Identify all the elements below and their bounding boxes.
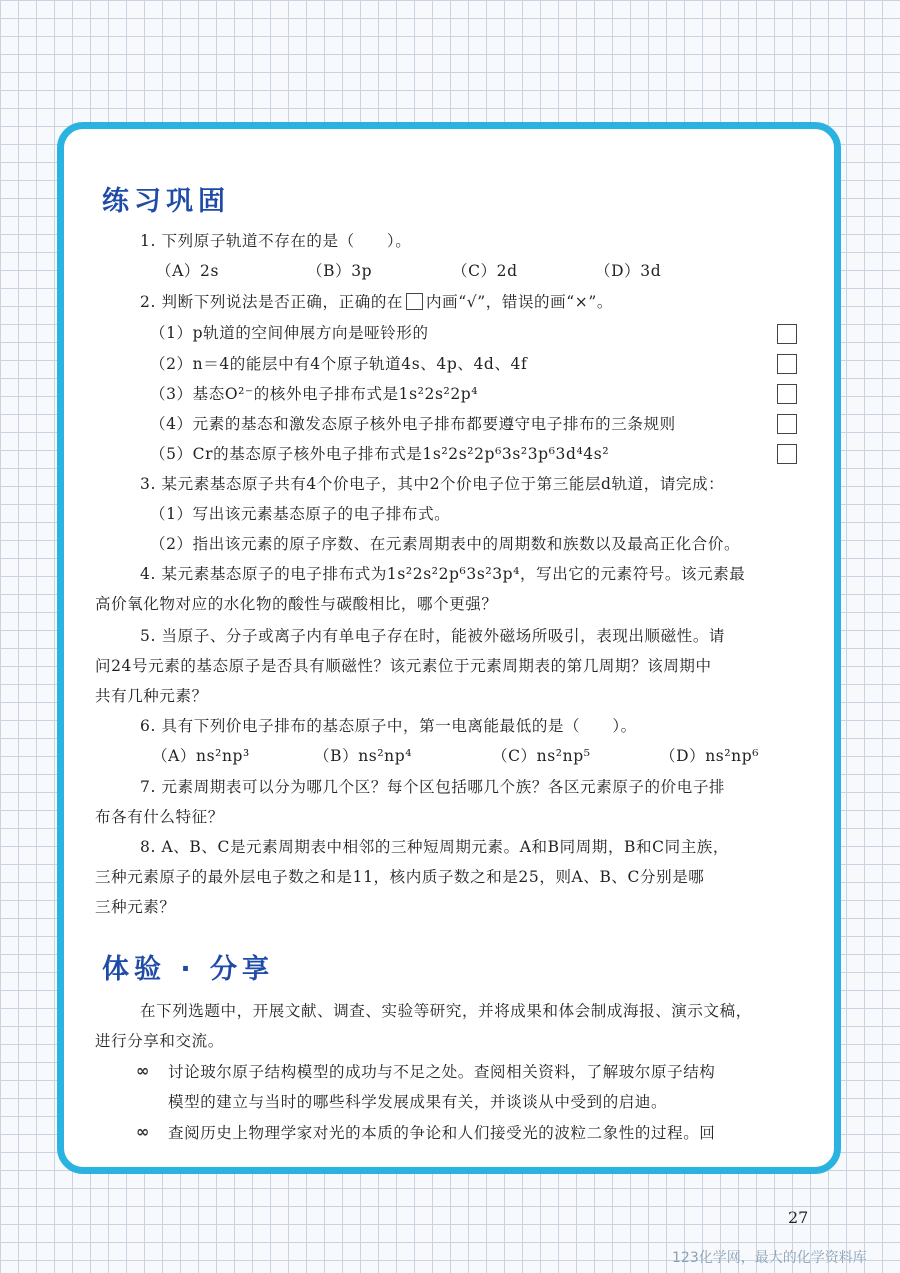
- inline-answer-box: [406, 293, 423, 310]
- question-5-line-2: 问24号元素的基态原子是否具有顺磁性？该元素位于元素周期表的第几周期？该周期中: [95, 657, 712, 675]
- section-title-share: 体验 · 分享: [102, 954, 275, 985]
- question-4-line-1: 4. 某元素基态原子的电子排布式为1s²2s²2p⁶3s²3p⁴，写出它的元素符号。该元素最: [140, 565, 746, 583]
- question-4-line-2: 高价氧化物对应的水化物的酸性与碳酸相比，哪个更强？: [95, 595, 498, 613]
- question-8-line-3: 三种元素？: [95, 898, 176, 916]
- q2-item-2: （2）n＝4的能层中有4个原子轨道4s、4p、4d、4f: [150, 355, 528, 373]
- question-7-line-1: 7. 元素周期表可以分为哪几个区？每个区包括哪几个族？各区元素原子的价电子排: [140, 778, 726, 796]
- infinity-bullet-icon: ∞: [136, 1061, 150, 1080]
- q1-option-a: （A）2s: [156, 262, 220, 280]
- q2-answer-box-4[interactable]: [777, 414, 797, 434]
- question-2-stem: [140, 292, 613, 312]
- q3-item-2: （2）指出该元素的原子序数、在元素周期表中的周期数和族数以及最高正化合价。: [150, 535, 741, 553]
- q1-option-b: （B）3p: [307, 262, 373, 280]
- q2-item-4: （4）元素的基态和激发态原子核外电子排布都要遵守电子排布的三条规则: [150, 415, 676, 433]
- question-8-line-2: 三种元素原子的最外层电子数之和是11，核内质子数之和是25，则A、B、C分别是哪: [95, 868, 705, 886]
- q6-option-b: （B）ns²np⁴: [314, 747, 413, 765]
- share-intro-line-2: 进行分享和交流。: [95, 1032, 224, 1050]
- q2-answer-box-2[interactable]: [777, 354, 797, 374]
- q2-answer-box-1[interactable]: [777, 324, 797, 344]
- topic-1-line-2: 模型的建立与当时的哪些科学发展成果有关，并谈谈从中受到的启迪。: [168, 1093, 668, 1111]
- question-5-line-1: 5. 当原子、分子或离子内有单电子存在时，能被外磁场所吸引，表现出顺磁性。请: [140, 627, 726, 645]
- q2-item-3: （3）基态O²⁻的核外电子排布式是1s²2s²2p⁴: [150, 385, 479, 403]
- q6-option-c: （C）ns²np⁵: [492, 747, 591, 765]
- q6-option-a: （A）ns²np³: [152, 747, 250, 765]
- q2-item-1: （1）p轨道的空间伸展方向是哑铃形的: [150, 324, 429, 342]
- q6-option-d: （D）ns²np⁶: [660, 747, 760, 765]
- section-title-practice: 练习巩固: [102, 186, 230, 217]
- question-8-line-1: 8. A、B、C是元素周期表中相邻的三种短周期元素。A和B同周期，B和C同主族，: [140, 838, 729, 856]
- q3-item-1: （1）写出该元素基态原子的电子排布式。: [150, 505, 451, 523]
- q2-answer-box-3[interactable]: [777, 384, 797, 404]
- question-7-line-2: 布各有什么特征？: [95, 808, 224, 826]
- topic-1-line-1: 讨论玻尔原子结构模型的成功与不足之处。查阅相关资料，了解玻尔原子结构: [168, 1063, 716, 1081]
- site-watermark: 123化学网，最大的化学资料库: [672, 1250, 867, 1266]
- question-5-line-3: 共有几种元素？: [95, 687, 208, 705]
- question-1-stem: 1. 下列原子轨道不存在的是（ ）。: [140, 232, 412, 250]
- exercise-card: [57, 122, 841, 1174]
- q2-answer-box-5[interactable]: [777, 444, 797, 464]
- share-intro-line-1: 在下列选题中，开展文献、调查、实验等研究，并将成果和体会制成海报、演示文稿，: [140, 1002, 752, 1020]
- question-3-stem: 3. 某元素基态原子共有4个价电子，其中2个价电子位于第三能层d轨道，请完成：: [140, 475, 725, 493]
- topic-2-line-1: 查阅历史上物理学家对光的本质的争论和人们接受光的波粒二象性的过程。回: [168, 1124, 716, 1142]
- q2-stem-before: 2. 判断下列说法是否正确，正确的在: [140, 293, 404, 311]
- question-6-stem: 6. 具有下列价电子排布的基态原子中，第一电离能最低的是（ ）。: [140, 717, 637, 735]
- q1-option-d: （D）3d: [595, 262, 662, 280]
- page-number: 27: [788, 1208, 809, 1227]
- q2-stem-after: 内画“√”，错误的画“×”。: [426, 293, 613, 311]
- q1-option-c: （C）2d: [452, 262, 518, 280]
- q2-item-5: （5）Cr的基态原子核外电子排布式是1s²2s²2p⁶3s²3p⁶3d⁴4s²: [150, 445, 610, 463]
- infinity-bullet-icon: ∞: [136, 1122, 150, 1141]
